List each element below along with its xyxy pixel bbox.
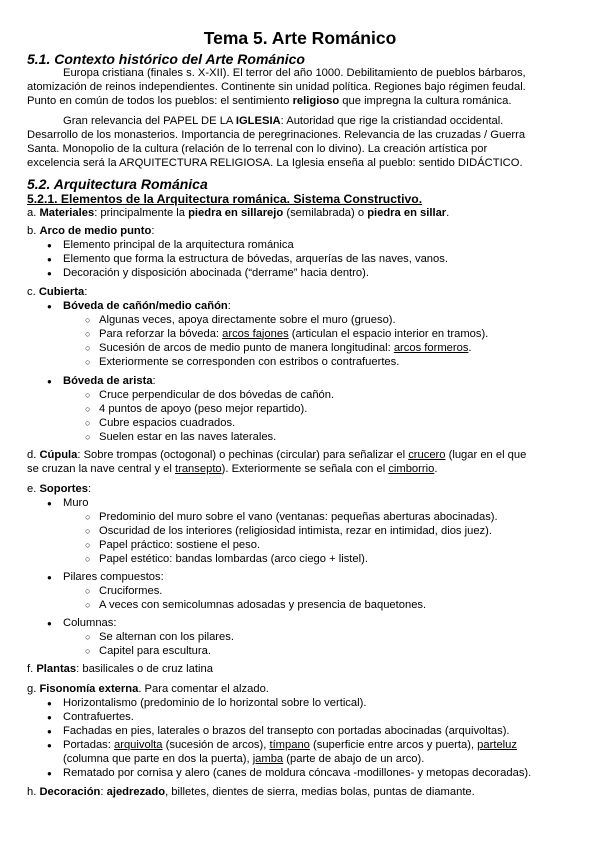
text: : xyxy=(84,286,88,298)
text: , billetes, dientes de sierra, medias bolas, puntas de diamante. xyxy=(165,786,475,798)
list-item: ○ Oscuridad de los interiores (religiosidad intimista, rezar en intimidad, dios juez). xyxy=(63,525,572,539)
text: c. xyxy=(27,286,39,298)
bullet-list-arista xyxy=(27,375,572,445)
list-item: ● Elemento que forma la estructura de bóvedas, arquerías de las naves, vanos. xyxy=(27,253,572,267)
text-bold: religioso xyxy=(292,94,340,107)
item-b-arco xyxy=(27,225,572,239)
text: f. xyxy=(27,663,37,675)
text: Gran relevancia del PAPEL DE LA xyxy=(63,115,236,127)
text: Sucesión de arcos de medio punto de manera longitudinal: xyxy=(99,341,394,354)
list-item: ○ Papel estético: bandas lombardas (arco ciego + listel). xyxy=(63,553,572,567)
sub-list xyxy=(63,314,572,370)
list-item: ● Contrafuertes. xyxy=(27,711,572,725)
text: : basilicales o de cruz latina xyxy=(76,663,213,675)
item-h-decoracion xyxy=(27,786,572,800)
list-item: ○ Se alternan con los pilares. xyxy=(63,631,572,645)
list-item xyxy=(27,300,572,370)
list-item: ● Horizontalismo (predominio de lo horizontal sobre lo vertical). xyxy=(27,697,572,711)
list-item xyxy=(27,617,572,659)
text: . xyxy=(468,341,472,354)
text: (articulan el espacio interior en tramos). xyxy=(288,327,489,340)
text-bold: IGLESIA xyxy=(235,115,281,127)
list-item xyxy=(27,571,572,613)
list-item: ○ A veces con semicolumnas adosadas y presencia de baquetones. xyxy=(63,599,572,613)
item-d-cupula xyxy=(27,449,572,477)
text-underlined: cimborrio xyxy=(388,462,435,475)
text-bold: Soportes xyxy=(39,483,88,495)
paragraph-contexto-1 xyxy=(27,67,572,109)
text-bold: Bóveda de cañón/medio cañón xyxy=(63,300,228,312)
text-bold: Bóveda de arista xyxy=(63,375,153,387)
list-item xyxy=(27,497,572,567)
list-item xyxy=(63,342,572,356)
text-underlined: arquivolta xyxy=(114,738,163,751)
subsection-heading-5-2-1: 5.2.1. Elementos de la Arquitectura románica. Sistema Constructivo. xyxy=(27,192,423,206)
text: : xyxy=(151,225,155,237)
text: (parte de abajo de un arco). xyxy=(283,752,425,765)
list-item: ○ Predominio del muro sobre el vano (ventanas: pequeñas aberturas abocinadas). xyxy=(63,511,572,525)
bullet-list-arco xyxy=(27,239,572,281)
text-underlined: arcos formeros xyxy=(393,341,469,354)
text: : xyxy=(100,786,107,798)
text: (columna que parte en dos la puerta), xyxy=(63,752,253,765)
text: : xyxy=(152,375,156,387)
list-item: ○ Capitel para escultura. xyxy=(63,645,572,659)
text: (sucesión de arcos), xyxy=(162,738,270,751)
text-underlined: jamba xyxy=(252,752,284,765)
bullet-list-muro xyxy=(27,497,572,567)
text: ). Exteriormente se señala con el xyxy=(221,462,389,475)
text: : xyxy=(87,483,92,495)
list-item: ○ Exteriormente se corresponden con estribos o contrafuertes. xyxy=(63,356,572,370)
item-f-plantas xyxy=(27,663,572,677)
text: Santa. Monopolio de la cultura (relación de lo terrenal con lo divino). La creación artística por xyxy=(27,142,488,155)
text: d. xyxy=(27,449,40,461)
item-a-materiales xyxy=(27,207,572,221)
list-item: ○ Cruciformes. xyxy=(63,585,572,599)
bullet-list-columnas xyxy=(27,617,572,659)
text-bold: Cubierta xyxy=(38,286,85,298)
text-underlined: tímpano xyxy=(269,738,310,751)
text: (superficie entre arcos y puerta), xyxy=(309,738,478,751)
text: : Autoridad que rige la cristiandad occidental. xyxy=(280,115,504,127)
paragraph-contexto-2 xyxy=(27,115,572,171)
text: (lugar en el que xyxy=(445,449,527,461)
text: Portadas: xyxy=(63,738,114,751)
text: que impregna la cultura románica. xyxy=(339,94,512,107)
text-underlined: parteluz xyxy=(477,738,517,751)
text-bold: piedra en sillarejo xyxy=(188,207,284,219)
text: atomización de reinos independientes. Continente sin unidad política. Regiones bajo régimen feudal. xyxy=(27,80,526,93)
text: : Sobre trompas (octogonal) o pechinas (circular) para señalizar el xyxy=(77,449,409,461)
text: b. xyxy=(27,225,40,237)
text: (semilabrada) o xyxy=(283,207,368,219)
list-item: ○ 4 puntos de apoyo (peso mejor repartido). xyxy=(63,403,572,417)
text: ● Muro xyxy=(63,497,89,509)
text: Punto en común de todos los pueblos: el sentimiento xyxy=(27,94,293,107)
list-item xyxy=(27,375,572,445)
list-item: ● Decoración y disposición abocinada (“derrame” hacia dentro). xyxy=(27,267,572,281)
list-item: ● Fachadas en pies, laterales o brazos del transepto con portadas abocinadas (arquivoltas). xyxy=(27,725,572,739)
list-item: ○ Algunas veces, apoya directamente sobre el muro (grueso). xyxy=(63,314,572,328)
text: . xyxy=(434,462,438,475)
bullet-list-pilares xyxy=(27,571,572,613)
list-item xyxy=(63,328,572,342)
bullet-list-fisonomia xyxy=(27,697,572,780)
text: h. xyxy=(27,786,40,798)
sub-list xyxy=(63,389,572,445)
text: ● Columnas: xyxy=(63,617,117,629)
text-bold: Plantas xyxy=(36,663,77,675)
text: Para reforzar la bóveda: xyxy=(99,327,223,340)
text: . Para comentar el alzado. xyxy=(138,683,269,695)
text: ● Pilares compuestos: xyxy=(63,571,164,583)
section-heading-5-1: 5.1. Contexto histórico del Arte Románico xyxy=(27,51,305,67)
list-item-portadas xyxy=(27,739,572,767)
text-bold: Fisonomía externa xyxy=(39,683,139,695)
bullet-list-canon xyxy=(27,300,572,370)
item-c-cubierta xyxy=(27,286,572,300)
text: a. xyxy=(27,207,40,219)
list-item: ○ Cruce perpendicular de dos bóvedas de cañón. xyxy=(63,389,572,403)
text-underlined: crucero xyxy=(408,449,446,461)
text-underlined: transepto xyxy=(175,462,222,475)
text: e. xyxy=(27,483,40,495)
item-e-soportes xyxy=(27,483,572,497)
text-bold: Decoración xyxy=(39,786,101,798)
text: . xyxy=(446,207,450,219)
section-heading-5-2: 5.2. Arquitectura Románica xyxy=(27,176,208,192)
text-bold: ajedrezado xyxy=(106,786,166,798)
list-item: ○ Papel práctico: sostiene el peso. xyxy=(63,539,572,553)
text: Europa cristiana (finales s. X-XII). El terror del año 1000. Debilitamiento de pueblos bárbaros, xyxy=(63,67,526,79)
text-bold: Cúpula xyxy=(39,449,78,461)
text: : xyxy=(227,300,231,312)
text-bold: Materiales xyxy=(39,207,95,219)
list-item: ○ Suelen estar en las naves laterales. xyxy=(63,431,572,445)
text-underlined: arcos fajones xyxy=(222,327,289,340)
text: : principalmente la xyxy=(94,207,189,219)
list-item: ● Rematado por cornisa y alero (canes de moldura cóncava -modillones- y metopas decoradas). xyxy=(27,767,572,781)
list-item: ○ Cubre espacios cuadrados. xyxy=(63,417,572,431)
page-title: Tema 5. Arte Románico xyxy=(203,28,397,48)
list-item: ● Elemento principal de la arquitectura románica xyxy=(27,239,572,253)
text: g. xyxy=(27,683,40,695)
text-bold: piedra en sillar xyxy=(367,207,447,219)
sub-list xyxy=(63,631,572,659)
text: se cruzan la nave central y el xyxy=(27,462,175,475)
text-bold: Arco de medio punto xyxy=(39,225,152,237)
text: excelencia será la ARQUITECTURA RELIGIOSA. La Iglesia enseña al pueblo: sentido DIDÁCTICO. xyxy=(27,156,523,169)
sub-list xyxy=(63,585,572,613)
text: Desarrollo de los monasterios. Importancia de peregrinaciones. Relevancia de las cruzadas / Guerra xyxy=(27,128,526,141)
sub-list xyxy=(63,511,572,567)
item-g-fisonomia xyxy=(27,683,572,697)
